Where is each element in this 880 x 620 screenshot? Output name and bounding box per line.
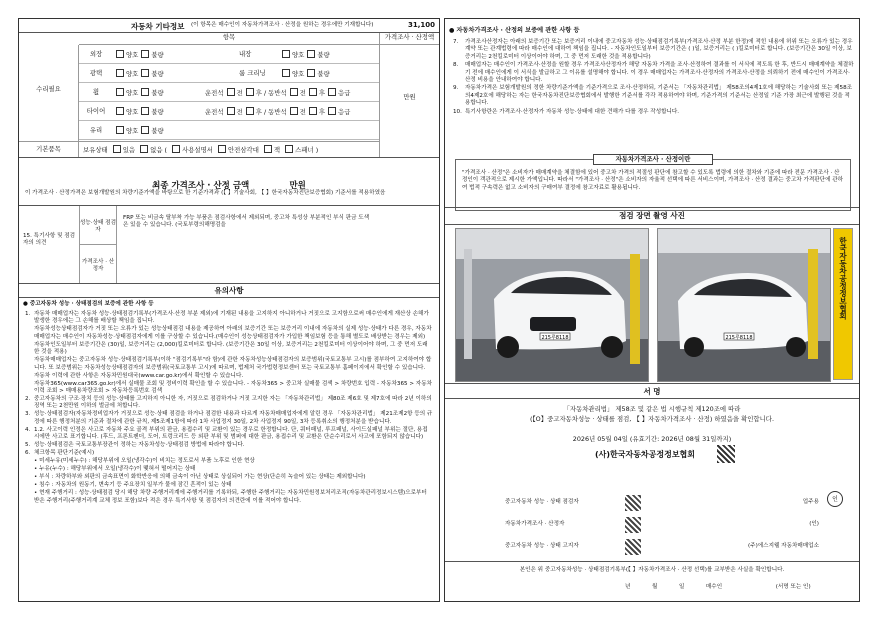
checkbox-position[interactable] xyxy=(227,88,235,96)
checkbox-position[interactable] xyxy=(328,88,336,96)
price-info-box xyxy=(455,159,851,211)
notice-item xyxy=(25,381,433,396)
notice-item xyxy=(25,357,433,372)
notice-item xyxy=(25,342,433,357)
notice-item-number: 3. xyxy=(25,411,31,418)
checkbox-bad[interactable] xyxy=(307,69,315,77)
option-position: 전 xyxy=(299,89,306,97)
notice-item-text: • 부식 : 차량하부와 외판의 금속표면이 화학반응에 의해 금속이 아닌 상태로 상실되어 가는 현상(단순히 녹슬어 있는 상태는 제외합니다) xyxy=(34,474,366,481)
notice-item-text: 1.2. 사고이력 인정은 사고로 자동차 주요 골격 부위의 판금, 용접수리 및 교환이 있는 경우로 한정합니다. 단, 쿼터패널, 루프패널, 사이드실패널 부위는 절단, 용접 시에만 사고로 표기합니다. (후드, 프론트펜더, 도어, 트렁크리드 등 외판 부위 및 범퍼에 대한 판금, 용접수리 및 교환은 단순수리로서 사고에 포함되지 않습니다) xyxy=(34,426,428,441)
option-position: 전 xyxy=(236,89,243,97)
footer-month: 월 xyxy=(651,584,658,590)
price-list xyxy=(453,39,855,117)
option-row xyxy=(79,121,379,140)
checkbox-good[interactable] xyxy=(116,126,124,134)
basic-option: 안전삼각대 xyxy=(228,146,259,154)
special-text: FRP 또는 비금속 탈부착 가능 부품은 점검사항에서 제외되며, 중고차 특성상 부분적인 부식 판금 도색은 있을 수 있습니다. (국토부령의해명검을 xyxy=(123,215,370,229)
final-price-note: 이 가격조사 · 산정가격은 보험개발원의 차량기준가액을 바탕으로 한 기준가격과 (【 】기술사회, 【 】한국자동차진단보증협회) 기준서를 적용하였음 xyxy=(25,190,386,196)
notice-item-text: 자동차인도일부터 보증기간은 (30)일, 보증거리는 (2,000)킬로미터로 합니다. (보증기간은 30일 이상, 보증거리는 2천킬로미터 이상이어야 하며, 그 중 먼저 도래한 것을 적용) xyxy=(34,341,428,356)
qr-code-icon xyxy=(625,495,641,511)
role-right: 업주용 xyxy=(802,499,819,505)
notice-item xyxy=(25,458,433,465)
footer-date xyxy=(625,584,855,591)
checkbox-basic[interactable] xyxy=(285,145,293,153)
notice-item xyxy=(25,474,433,481)
option-bad: 불량 xyxy=(151,108,164,116)
qr-code-icon xyxy=(625,517,641,533)
checkbox-good[interactable] xyxy=(116,88,124,96)
signature-role-row xyxy=(505,517,845,535)
notice-item xyxy=(25,311,433,326)
basic-option: 잭 xyxy=(273,146,281,154)
price-section-title: ● 자동차가격조사 · 산정의 보증에 관한 사항 등 xyxy=(449,27,580,34)
sign-text-2: (【O】중고자동차성능 · 상태를 점검, 【 】자동차가격조사 · 산정) 하였음을 확인합니다. xyxy=(530,415,774,423)
checkbox-good[interactable] xyxy=(282,50,290,58)
sign-title: 서 명 xyxy=(643,387,661,396)
price-item-text: 가격조사산정자는 아래의 보증기간 또는 보증거리 이내에 중고자동차 성능·상태점검기록부(가격조사·산정 부분 한정)에 적힌 내용에 허위 또는 오류가 있는 경우 계약 또는 관계법령에 따라 매수인에 대하여 책임을 집니다. - 자동차인도일부터 보증기간은 ( )일, 보증거리는 ( )킬로미터로 합니다. (보증기간은 30일 이상, 보증거리는 2천킬로미터 이상이어야 하며, 그 중 먼저 도래한 것을 적용합니다) xyxy=(465,39,853,60)
title-value: 31,100 xyxy=(407,21,435,29)
photo-sign-strip xyxy=(833,228,853,380)
plate-right: 215루8118 xyxy=(725,335,753,341)
option-bad: 불량 xyxy=(317,51,330,59)
notice-item-text: • 미세누유(미세누수) : 해당부위에 오일(냉각수)이 비치는 정도로서 부품 노후로 인한 현상 xyxy=(34,458,255,465)
notice-item-number: 6. xyxy=(25,450,31,457)
option-row-label: 외장 xyxy=(89,50,103,58)
notice-item-number: 1. xyxy=(25,311,31,317)
price-info-title: 자동차가격조사 · 산정이란 xyxy=(593,154,713,165)
notice-item-text: • 현재 주행거리 : 성능·상태점검 당시 해당 차량 주행거리계에 주행거리를 기록하되, 주행한 주행거리는 자동차민원정보처리조직(자동차관리정보시스템)으로부터 받은 주행거리(주행거리계 교체 정보 포함)보다 적은 경우 특기사항 및 점검자의 의견란에 이를 적어야 합니다. xyxy=(34,490,427,504)
role-right: (인) xyxy=(809,521,819,527)
checkbox-good[interactable] xyxy=(116,107,124,115)
special-sub-inspector: 성능·상태 점검자 xyxy=(79,206,117,245)
signature-role-row xyxy=(505,495,845,513)
option-position: 후 xyxy=(255,89,262,97)
price-item xyxy=(453,62,855,84)
checkbox-position[interactable] xyxy=(246,88,254,96)
option-position: 후 xyxy=(255,108,262,116)
final-price-title: 최종 가격조사 · 산정 금액 xyxy=(152,181,250,191)
qr-code-icon xyxy=(625,539,641,555)
option-row-label: 휠 xyxy=(92,88,100,96)
checkbox-basic[interactable] xyxy=(218,145,226,153)
notice-item-text: 자동차성능상태점검자가 거짓 또는 오류가 있는 성능상태점검 내용을 제공하여 아래의 보증기간 또는 보증거리 이내에 자동차의 실제 성능·상태가 다른 경우, 자동차매매업자는 매수인이 자동차성능·상태점검자에게 이를 구상할 수 있습니다.(매수인이 성능상태점검자가 가입한 책임보험 등을 통해 별도로 배상받는 경우는 제외) xyxy=(34,326,432,340)
option-bad: 불량 xyxy=(151,127,164,135)
option-bad: 불량 xyxy=(151,70,164,78)
price-item-number: 7. xyxy=(453,39,459,45)
checkbox-position[interactable] xyxy=(290,107,298,115)
checkbox-bad[interactable] xyxy=(141,126,149,134)
price-item-number: 8. xyxy=(453,62,459,69)
option-row: 휠 양호 불량 운전석 전 후 / 동반석 전 후 응급 xyxy=(79,83,379,102)
checkbox-position[interactable] xyxy=(328,107,336,115)
option-row-right-label: 룸 크리닝 xyxy=(239,69,266,77)
price-item-text: 자동차가격은 보험개발원의 정한 차량기준가액을 기준가격으로 조사·산정하되, 기준서는 「자동차관리법」 제58조의4제1호에 해당하는 기술사회 또는 제58조의4제2호에 해당하는 자는 한국자동차진단보증협회에서 발행한 기준서를 각각 적용하여야 하며, 기준가격의 기준서는 산정일 기준 가장 최근에 발행된 것을 적용합니다. xyxy=(465,85,853,107)
right-column xyxy=(444,18,860,602)
price-info-text: "가격조사 · 산정"은 소비자가 매매계약을 체결함에 있어 중고차 가격의 적절성 판단에 참고할 수 있도록 법령에 의한 절차와 기준에 따라 전문 가격조사 · 산정인이 객관적으로 제시한 가액입니다. 따라서 "가격조사 · 산정"은 소비자의 자율적 선택에 따른 서비스이며, 가격조사 · 산정 결과는 중고차 가격판단에 관하여 법적 구속력은 없고 소비자의 구매여부 결정에 참고자료로 활용됩니다. xyxy=(462,170,844,191)
option-position: 전 xyxy=(299,108,306,116)
option-good: 양호 xyxy=(126,70,139,78)
org-name: (사)한국자동차공정정보협회 xyxy=(594,450,696,459)
option-row-label: 광택 xyxy=(89,69,103,77)
notice-title: 유의사항 xyxy=(214,286,244,295)
notice-item xyxy=(25,411,433,426)
inspection-photo-right xyxy=(657,228,831,382)
option-position: 응급 xyxy=(338,108,351,116)
notice-item-text: 성능·상태점검자(자동차정비업자가 거짓으로 성능·상태 점검을 하거나 점검한 내용과 다르게 자동차매매업자에게 알린 경우 「자동차관리법」 제21조제2항 등의 규정에 따른 행정처분의 기준과 절차에 관한 규칙, 제5조제1항에 따라 1차 사업정지 30일, 2차 사업정지 90일, 3차 등록취소의 행정처분을 받습니다. xyxy=(34,411,433,425)
notice-item-text: 성능·상태점검은 국토교통부장관이 정하는 자동차성능·상태점검 방법에 따라야 합니다. xyxy=(34,442,245,449)
document-sheet xyxy=(18,18,860,602)
role-label: 자동차가격조사 · 산정자 xyxy=(505,521,565,527)
option-row-right-label2: 동반석 xyxy=(268,108,287,116)
basic-option: 없음 ( xyxy=(150,146,168,154)
special-label: 15. 특기사항 및 점검자의 의견 xyxy=(23,233,76,247)
basic-option: 있음 xyxy=(122,146,136,154)
repair-label: 수리필요 xyxy=(19,45,79,141)
footer-sign: (서명 또는 인) xyxy=(775,584,811,590)
notice-item-text: 자동차365(www.car365.go.kr)에서 실매물 조회 및 정비이력 확인을 할 수 있습니다. - 자동차365 > 중고차 실매물 검색 > 차량번호 입력 - 자동차365 > 자동차 이력 조회 > 매매용차량조회 > 자동차등록번호 검색 xyxy=(34,380,433,395)
notice-item-text: • 침수 : 자동차의 원동기, 변속기 등 주요장치 일부가 물에 잠긴 흔적이 있는 상태 xyxy=(34,482,232,489)
signature-role-row xyxy=(505,539,845,557)
option-good: 양호 xyxy=(126,127,139,135)
option-position: 후 xyxy=(318,108,326,116)
option-position: 전 xyxy=(236,108,243,116)
notice-item xyxy=(25,466,433,473)
footer-year: 년 xyxy=(625,584,631,590)
header-price: 가격조사 · 산정액 xyxy=(379,33,439,45)
option-bad: 불량 xyxy=(151,51,164,59)
checkbox-good[interactable] xyxy=(116,69,124,77)
notice-item-text: 자동차매매업자는 중고자동차 성능·상태점검기록부(이하 "점검기록부"라 함)에 관한 자동차성능상태점검자의 보증범위(국토교통부 고시)를 점부하여 고지하여야 합니다. 또 보증범위는 자동차성능상태점검자의 보증범위(국토교통부 고시)에 따르며, 법제처 국가법령정보센터 또는 국토교통부 홈페이지에서 확인할 수 있습니다. xyxy=(34,357,432,371)
footer-text: 본인은 위 중고자동차성능 · 상태점검기록부(【 】자동차가격조사 · 산정 선택)를 교부받은 사실을 확인합니다. xyxy=(519,567,785,573)
option-bad: 불량 xyxy=(151,89,164,97)
checkbox-bad[interactable] xyxy=(307,50,315,58)
special-sub-price: 가격조사 · 산정자 xyxy=(79,245,117,283)
notice-item-number: 4. xyxy=(25,426,31,433)
inspection-photo-left xyxy=(455,228,649,382)
notice-item-number: 5. xyxy=(25,442,31,449)
checkbox-position[interactable] xyxy=(227,107,235,115)
section-title: 자동차 기타정보 xyxy=(131,22,185,31)
notice-item xyxy=(25,482,433,489)
notice-item-text: 체크항목 판단기준(예시) xyxy=(34,450,95,457)
notice-item xyxy=(25,427,433,442)
price-item xyxy=(453,39,855,61)
seal-stamp-icon: 인 xyxy=(827,491,843,507)
notice-item xyxy=(25,450,433,457)
checkbox-basic[interactable] xyxy=(172,145,180,153)
section-header xyxy=(19,19,439,33)
sign-text-1: 「자동차관리법」 제58조 및 같은 법 시행규칙 제120조에 따라 xyxy=(563,405,741,413)
option-row: 타이어 양호 불량 운전석 전 후 / 동반석 전 후 응급 xyxy=(79,102,379,121)
checkbox-bad[interactable] xyxy=(141,88,149,96)
left-column xyxy=(18,18,440,602)
price-item xyxy=(453,85,855,107)
role-right: (주)에스지웰 자동차매매업소 xyxy=(748,543,819,549)
option-good: 양호 xyxy=(292,51,305,59)
footer-buyer: 매수인 xyxy=(705,584,723,590)
checkbox-position[interactable] xyxy=(246,107,254,115)
option-good: 양호 xyxy=(126,108,139,116)
notice-item-number: 2. xyxy=(25,396,31,403)
option-row-right-label: 운전석 xyxy=(205,89,224,97)
option-row-right-label2: 동반석 xyxy=(268,89,287,97)
notice-subtitle: ● 중고자동차 성능 · 상태점검의 보증에 관한 사항 등 xyxy=(23,301,154,307)
plate-left: 215루8118 xyxy=(541,335,569,341)
option-row xyxy=(79,45,379,64)
manwon-label: 만원 xyxy=(379,45,439,157)
checkbox-position[interactable] xyxy=(290,88,298,96)
basic-option: 스패너 ) xyxy=(295,146,319,154)
option-row-right-label: 운전석 xyxy=(205,108,224,116)
option-row-label: 유리 xyxy=(89,126,103,134)
checkbox-basic[interactable] xyxy=(140,145,148,153)
basic-row xyxy=(79,141,379,157)
section-title-note: (이 항목은 매수인이 자동차가격조사 · 산정을 원하는 경우에만 기재합니다) xyxy=(191,22,374,28)
notice-item xyxy=(25,442,433,449)
header-item: 항목 xyxy=(79,33,379,45)
option-position: 응급 xyxy=(338,89,351,97)
basic-row-options xyxy=(110,146,318,154)
checkbox-basic[interactable] xyxy=(113,145,121,153)
qr-code-icon xyxy=(717,445,735,463)
basic-label: 기본품목 xyxy=(19,141,79,157)
footer-day: 일 xyxy=(678,584,685,590)
notice-item xyxy=(25,326,433,341)
price-item-text: 특기사항란은 가격조사·산정자가 자동차 성능·상태에 대한 견해가 다를 경우 작성합니다. xyxy=(465,108,680,115)
option-good: 양호 xyxy=(292,70,305,78)
notice-item-text: 자동차 이력에 관한 사항은 자동차민원대국(www.car.go.kr)에서 확인할 수 있습니다. xyxy=(34,372,244,379)
basic-option: 사용설명서 xyxy=(182,146,213,154)
final-price-unit: 만원 xyxy=(289,181,306,191)
notice-item xyxy=(25,490,433,505)
photo-sign-text: 한국자동차공정정보협회 xyxy=(838,237,848,320)
notice-item-text: 자동차 매매업자는 자동차 성능·상태점검기록부(가격조사·산정 부분 제외)에 기재된 내용을 고지하지 아니하거나 거짓으로 고지함으로써 매수인에게 재산상 손해가 발생한 경우에는 그 손해를 배상할 책임을 집니다. xyxy=(34,311,429,325)
role-label: 중고자동차 성능 · 상태 점검자 xyxy=(505,499,579,505)
price-item xyxy=(453,109,855,116)
notice-item xyxy=(25,373,433,380)
basic-row-label: 보유상태 xyxy=(83,146,108,154)
checkbox-basic[interactable] xyxy=(264,145,272,153)
checkbox-bad[interactable] xyxy=(141,50,149,58)
photo-title: 점검 장면 촬영 사진 xyxy=(619,211,685,220)
option-bad: 불량 xyxy=(317,70,330,78)
option-good: 양호 xyxy=(126,89,139,97)
checkbox-bad[interactable] xyxy=(141,107,149,115)
option-good: 양호 xyxy=(126,51,139,59)
option-row-label: 타이어 xyxy=(86,107,106,115)
notice-item-text: 중고자동차의 구조·장치 등의 성능·상태를 고지하지 아니한 자, 거짓으로 점검하거나 거짓 고지한 자는 「자동차관리법」 제80조 제6호 및 제7호에 따라 2년 이하의 징역 또는 2천만원 이하의 벌금에 처합니다. xyxy=(34,396,432,410)
price-item-number: 9. xyxy=(453,85,459,92)
checkbox-bad[interactable] xyxy=(141,69,149,77)
notice-item xyxy=(25,396,433,411)
price-item-text: 매매업자는 매수인이 가격조사·산정을 원할 경우 가격조사산정자가 해당 자동차 가격을 조사·산정하여 결과를 이 서식에 적도록 한 후, 반드시 매매계약을 체결하기 전에 매수인에게 이 서식을 발급하고 그 이유를 설명해야 합니다. 이 경우 매매업자는 가격조사·산정자의 가격조사·산정을 의뢰하기 전에 매수인이 가격조사·산정 비용을 안내하여야 합니다. xyxy=(465,62,854,84)
option-row-right-label: 내장 xyxy=(239,50,252,58)
checkbox-good[interactable] xyxy=(116,50,124,58)
checkbox-position[interactable] xyxy=(309,107,317,115)
option-row xyxy=(79,64,379,83)
checkbox-good[interactable] xyxy=(282,69,290,77)
option-position: 후 xyxy=(318,89,326,97)
price-item-number: 10. xyxy=(453,108,462,115)
checkbox-position[interactable] xyxy=(309,88,317,96)
role-label: 중고자동차 성능 · 상태 고지자 xyxy=(505,543,579,549)
notice-item-text: • 누유(누수) : 해당부위에서 오일(냉각수)이 맺혀서 떨어지는 상태 xyxy=(34,466,196,473)
notice-list xyxy=(25,311,433,506)
sign-date: 2026년 05월 04일 (유효기간: 2026년 08월 31일까지) xyxy=(572,435,732,443)
